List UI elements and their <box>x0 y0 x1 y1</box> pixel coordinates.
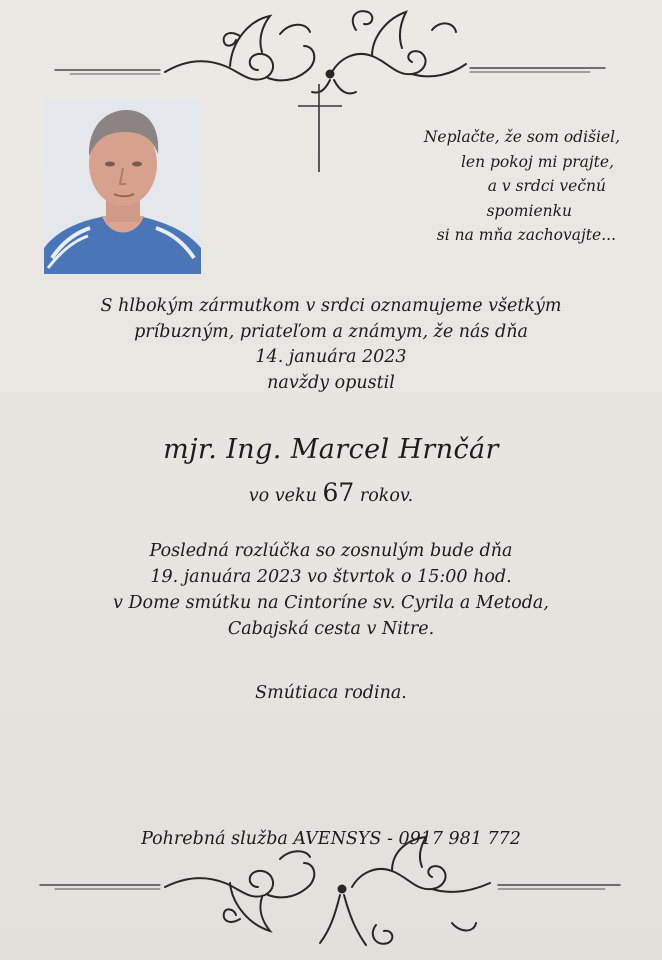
family-signature: Smútiaca rodina. <box>255 683 407 703</box>
deceased-age <box>0 478 662 511</box>
funeral-service-contact: Pohrebná služba AVENSYS - 0917 981 772 <box>141 829 521 849</box>
verse-line: Neplačte, že som odišiel, <box>423 128 620 146</box>
announcement-date: 14. januára 2023 <box>255 347 407 367</box>
announcement-line: S hlbokým zármutkom v srdci oznamujeme všetkým <box>100 296 562 316</box>
verse-line: len pokoj mi prajte, <box>460 152 614 171</box>
age-number: 67 <box>322 478 355 507</box>
portrait-image <box>44 98 201 274</box>
funeral-line: Cabajská cesta v Nitre. <box>227 619 435 639</box>
funeral-details <box>0 538 662 642</box>
announcement-line: navždy opustil <box>267 372 395 393</box>
verse-line: spomienku <box>486 201 572 220</box>
death-announcement <box>0 294 662 396</box>
cross-icon <box>296 82 346 174</box>
funeral-line: Posledná rozlúčka so zosnulým bude dňa <box>149 541 513 561</box>
verse-line: si na mňa zachovajte... <box>436 226 616 244</box>
portrait-photo <box>44 98 201 274</box>
memorial-verse <box>370 125 620 248</box>
funeral-line: v Dome smútku na Cintoríne sv. Cyrila a Metoda, <box>113 593 549 613</box>
age-prefix: vo veku <box>248 486 317 506</box>
verse-line: a v srdci večnú <box>487 177 606 195</box>
deceased-name: mjr. Ing. Marcel Hrnčár <box>163 434 499 465</box>
announcement-line: príbuzným, priateľom a známym, že nás dňa <box>134 321 528 342</box>
age-suffix: rokov. <box>359 486 414 506</box>
funeral-line: 19. januára 2023 vo štvrtok o 15:00 hod. <box>150 567 512 587</box>
bottom-flourish-ornament <box>0 835 662 960</box>
